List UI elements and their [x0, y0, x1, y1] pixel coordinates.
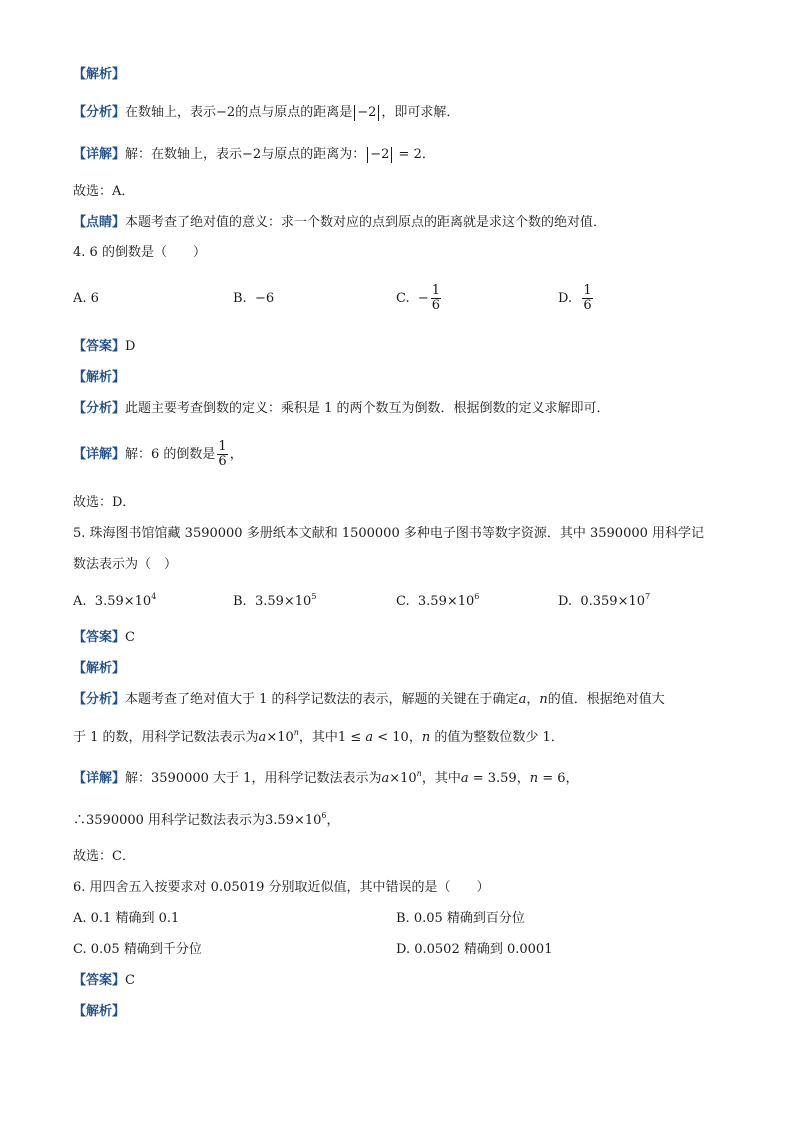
jiexi-heading-q4: 【解析】 — [73, 370, 126, 385]
q5-analysis-line2: 于 1 的数，用科学记数法表示为$a\times 10^n$，其中1 ≤ a < 10，n 的值为整数位数少 1． — [73, 728, 564, 745]
detail-line-1: 【详解】解：在数轴上，表示−2与原点的距离为： −2 = 2． — [73, 147, 435, 162]
q5-option-c: C. $3.59\times 10^6$ — [396, 592, 480, 609]
q6-stem: 6. 用四舍五入按要求对 0.05019 分别取近似值，其中错误的是（ ） — [73, 880, 490, 895]
q4-answer: 【答案】D — [73, 339, 136, 354]
q6-option-d: D. 0.0502 精确到 0.0001 — [396, 942, 553, 957]
abs-value: −2 — [354, 105, 379, 121]
analysis-line-1: 【分析】在数轴上，表示−2的点与原点的距离是 −2 ，即可求解． — [73, 105, 460, 120]
q5-answer: 【答案】C — [73, 630, 135, 645]
q5-option-d: D. $0.359\times 10^7$ — [558, 592, 651, 609]
q4-analysis: 【分析】此题主要考查倒数的定义：乘积是 1 的两个数互为倒数．根据倒数的定义求解即可． — [73, 401, 610, 416]
choice-line-1: 故选：A． — [73, 184, 135, 199]
q4-option-a: A. 6 — [73, 291, 99, 306]
jiexi-heading-1: 【解析】 — [73, 67, 126, 82]
q6-option-b: B. 0.05 精确到百分位 — [396, 911, 525, 926]
q5-stem-line1: 5. 珠海图书馆馆藏 3590000 多册纸本文献和 1500000 多种电子图书等数字资源．其中 3590000 用科学记 — [73, 526, 705, 541]
q5-option-b: B. $3.59\times 10^5$ — [233, 592, 317, 609]
q5-stem-line2: 数法表示为（ ） — [73, 557, 178, 572]
q5-analysis-line1: 【分析】本题考查了绝对值大于 1 的科学记数法的表示，解题的关键在于确定a，n的值．根据绝对值大 — [73, 692, 665, 707]
fraction: $\frac{1}{6}$ — [583, 283, 592, 313]
q4-stem: 4. 6 的倒数是（ ） — [73, 245, 206, 260]
q4-option-c: C. − $\frac{1}{6}$ — [396, 283, 441, 313]
jiexi-heading-q5: 【解析】 — [73, 661, 126, 676]
fraction: $\frac{1}{6}$ — [218, 439, 227, 469]
fraction: $\frac{1}{6}$ — [431, 283, 441, 313]
jiexi-heading-q6: 【解析】 — [73, 1004, 126, 1019]
q4-detail: 【详解】解：6 的倒数是 $\frac{1}{6}$ ， — [73, 439, 243, 469]
q4-choice: 故选：D． — [73, 495, 136, 510]
q6-option-c: C. 0.05 精确到千分位 — [73, 942, 202, 957]
q5-detail: 【详解】解：3590000 大于 1，用科学记数法表示为$a\times 10^n$，其中a = 3.59，n = 6， — [73, 769, 579, 786]
q6-answer: 【答案】C — [73, 973, 135, 988]
q5-therefore: ∴3590000 用科学记数法表示为$3.59\times 10^6$， — [73, 811, 340, 828]
q5-option-a: A. $3.59\times 10^4$ — [73, 592, 157, 609]
comment-line-1: 【点睛】本题考查了绝对值的意义：求一个数对应的点到原点的距离就是求这个数的绝对值． — [73, 215, 607, 230]
q6-option-a: A. 0.1 精确到 0.1 — [73, 911, 180, 926]
abs-value: −2 — [367, 147, 392, 163]
q4-option-b: B. −6 — [233, 291, 275, 306]
q5-choice: 故选：C． — [73, 849, 135, 864]
q4-option-d: D. $\frac{1}{6}$ — [558, 283, 592, 313]
